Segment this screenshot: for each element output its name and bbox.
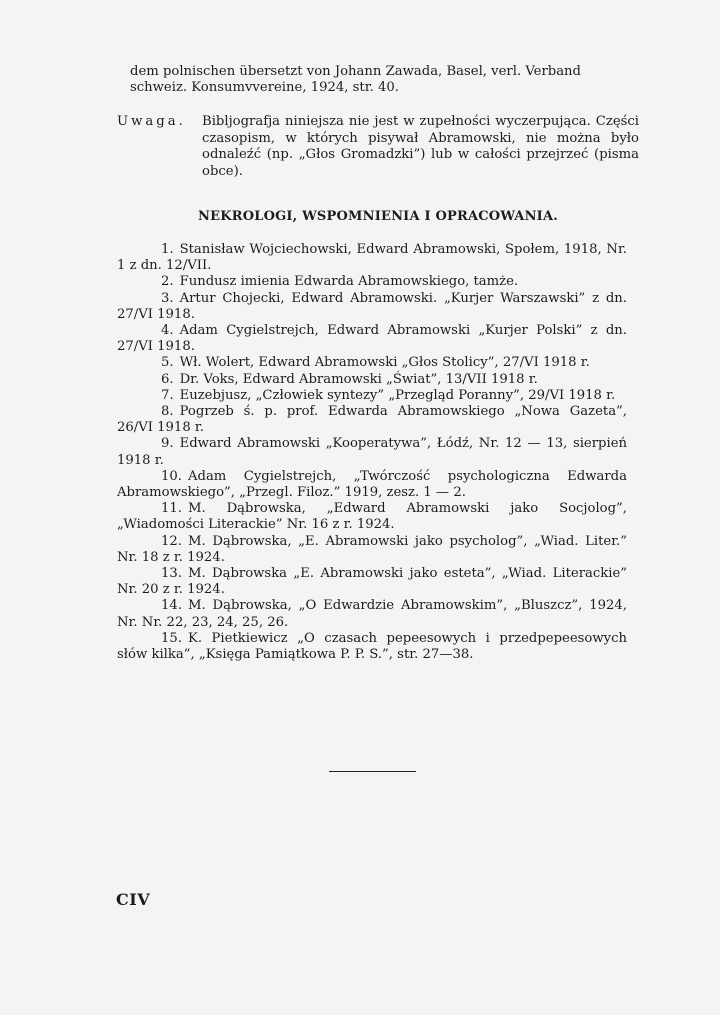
entry-number: 7. (161, 387, 174, 403)
entry-number: 3. (161, 290, 174, 306)
entry-text: Adam Cygielstrejch, Edward Abramowski „Kurjer Polski” z dn. 27/VI 1918. (117, 323, 627, 355)
list-item (117, 291, 627, 323)
intro-line: schweiz. Konsumvvereine, 1924, str. 40. (130, 80, 399, 95)
entry-number: 8. (161, 404, 174, 420)
entry-number: 9. (161, 436, 174, 452)
entry-text: M. Dąbrowska, „O Edwardzie Abramowskim”, „Bluszcz”, 1924, Nr. Nr. 22, 23, 24, 25, 26. (117, 598, 627, 630)
note-block (117, 114, 639, 180)
list-item (117, 372, 627, 388)
entry-text: M. Dąbrowska, „Edward Abramowski jako Socjolog”, „Wiadomości Literackie” Nr. 16 z r. 1924. (117, 501, 627, 533)
list-item (117, 274, 627, 290)
list-item (117, 631, 627, 663)
entry-number: 13. (161, 566, 182, 582)
list-item (117, 534, 627, 566)
entry-text: Euzebjusz, „Człowiek syntezy” „Przegląd Poranny”, 29/VI 1918 r. (179, 387, 616, 403)
list-item (117, 501, 627, 533)
entry-text: Wł. Wolert, Edward Abramowski „Głos Stolicy”, 27/VI 1918 r. (179, 355, 590, 371)
bibliography-list (117, 242, 627, 663)
list-item (117, 323, 627, 355)
entry-text: M. Dąbrowska „E. Abramowski jako esteta”, „Wiad. Literackie” Nr. 20 z r. 1924. (117, 566, 627, 598)
page-number: CIV (116, 890, 151, 909)
entry-number: 15. (161, 630, 182, 646)
entry-text: M. Dąbrowska, „E. Abramowski jako psycholog”, „Wiad. Liter.” Nr. 18 z r. 1924. (117, 533, 627, 565)
note-label: Uwaga. (117, 114, 186, 129)
entry-number: 12. (161, 533, 182, 549)
entry-number: 11. (161, 501, 182, 517)
intro-line: dem polnischen übersetzt von Johann Zawada, Basel, verl. Verband (130, 64, 581, 79)
list-item (117, 566, 627, 598)
list-item (117, 355, 627, 371)
list-item (117, 598, 627, 630)
entry-number: 14. (161, 598, 182, 614)
note-text: Bibljografja niniejsza nie jest w zupełności wyczerpująca. Części czasopism, w których pisywał Abramowski, nie można było odnaleźć (np. „Głos Gromadzki”) lub w całości przejrzeć (pisma obce). (202, 114, 639, 179)
entry-text: Artur Chojecki, Edward Abramowski. „Kurjer Warszawski” z dn. 27/VI 1918. (117, 290, 627, 322)
entry-number: 5. (161, 355, 174, 371)
entry-number: 6. (161, 371, 174, 387)
entry-number: 1. (161, 242, 174, 257)
list-item (117, 404, 627, 436)
entry-text: Pogrzeb ś. p. prof. Edwarda Abramowskiego „Nowa Gazeta”, 26/VI 1918 r. (117, 404, 627, 436)
list-item (117, 388, 627, 404)
list-item (117, 436, 627, 468)
section-title: NEKROLOGI, WSPOMNIENIA I OPRACOWANIA. (198, 209, 558, 224)
entry-number: 2. (161, 274, 174, 290)
list-item (117, 242, 627, 274)
entry-number: 10. (161, 468, 182, 484)
entry-text: Edward Abramowski „Kooperatywa”, Łódź, Nr. 12 — 13, sierpień 1918 r. (117, 436, 627, 468)
entry-text: K. Pietkiewicz „O czasach pepeesowych i przedpepeesowych słów kilka”, „Księga Pamiątkowa P. P. S.”, str. 27—38. (117, 630, 627, 663)
entry-text: Stanisław Wojciechowski, Edward Abramowski, Społem, 1918, Nr. 1 z dn. 12/VII. (117, 242, 627, 274)
intro-paragraph (130, 64, 640, 96)
entry-text: Adam Cygielstrejch, „Twórczość psychologiczna Edwarda Abramowskiego”, „Przegl. Filoz.” 1919, zesz. 1 — 2. (117, 468, 627, 501)
entry-text: Dr. Voks, Edward Abramowski „Świat”, 13/VII 1918 r. (179, 371, 538, 387)
list-item (117, 469, 627, 501)
entry-text: Fundusz imienia Edwarda Abramowskiego, tamże. (179, 274, 519, 290)
section-divider (329, 771, 416, 772)
entry-number: 4. (161, 323, 174, 339)
